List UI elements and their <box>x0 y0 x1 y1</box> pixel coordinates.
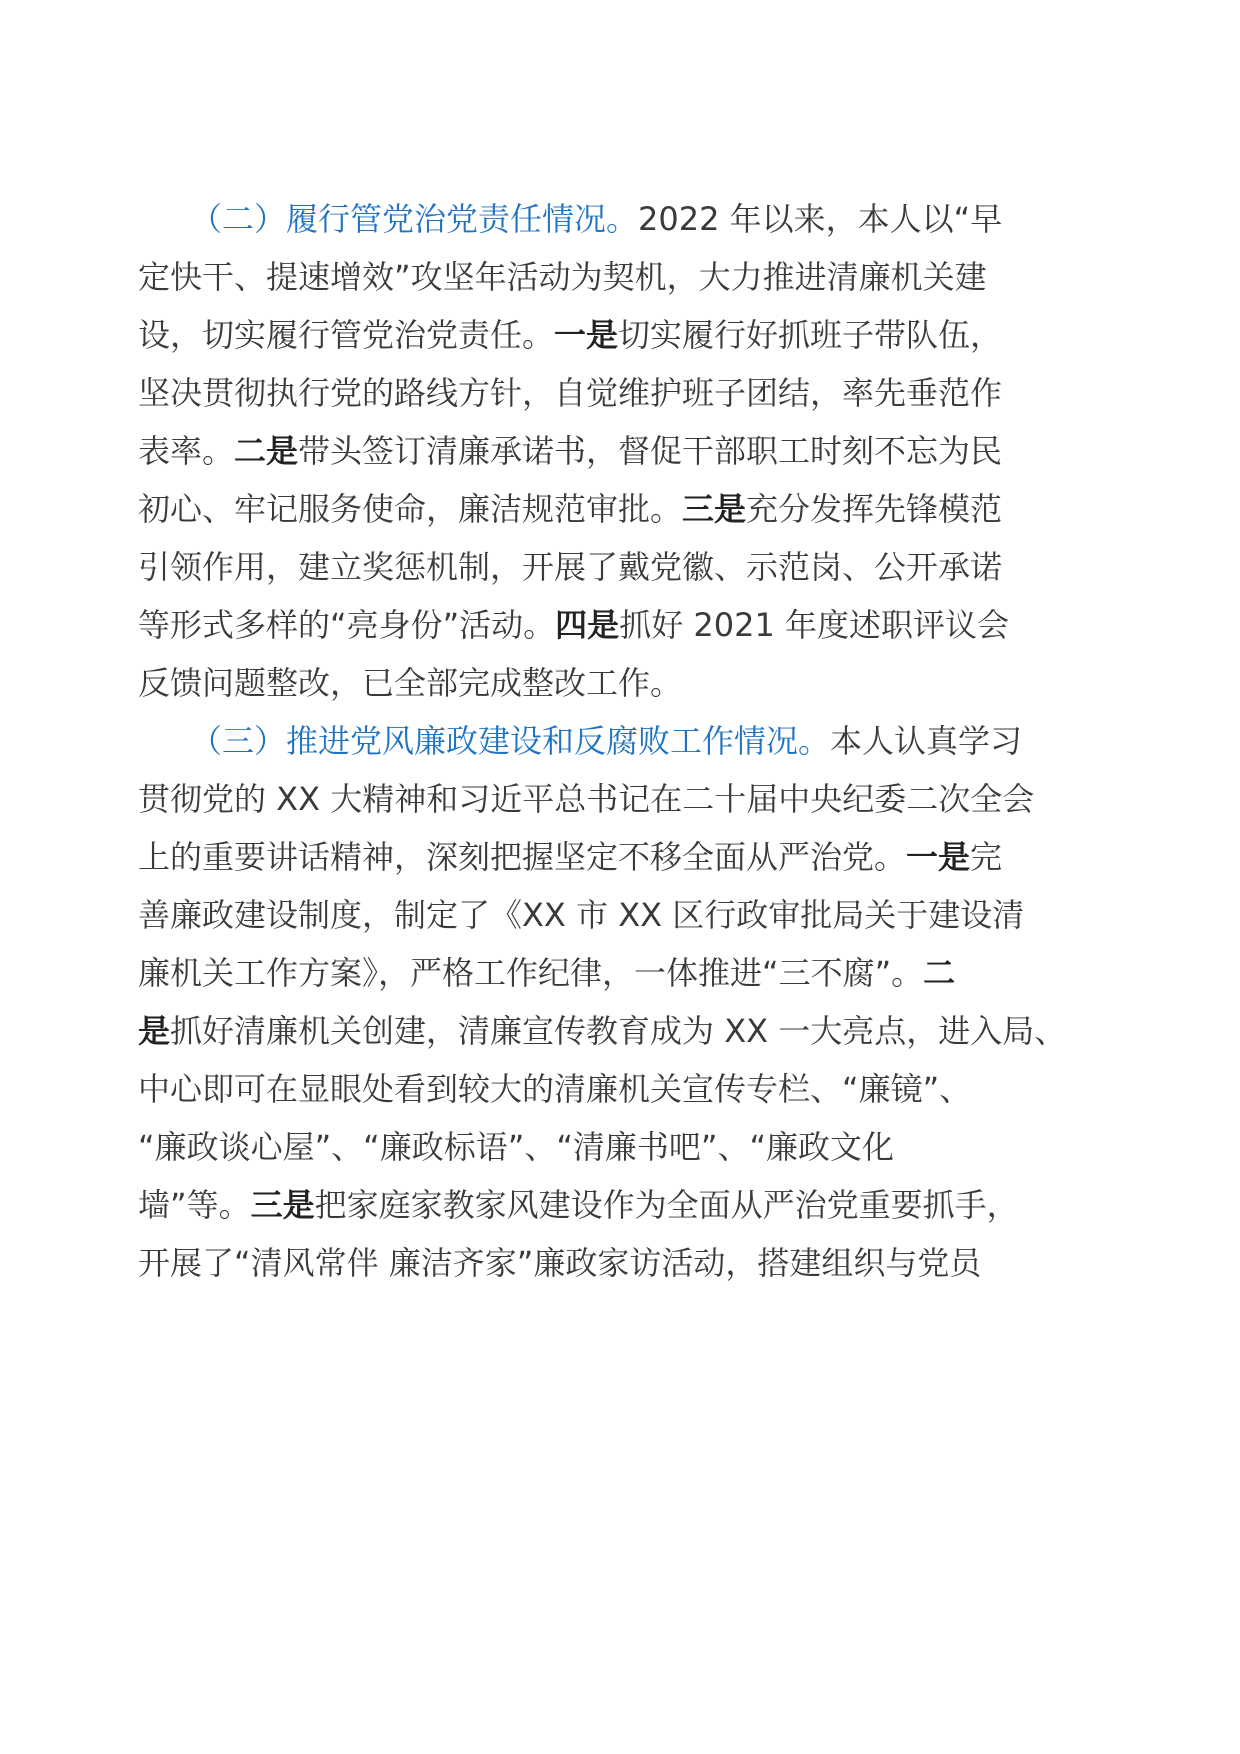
section3-line-1 <box>190 719 1022 763</box>
section3-line-4-text: 善廉政建设制度，制定了《XX 市 XX 区行政审批局关于建设清 <box>138 896 1025 934</box>
section2-line-8 <box>138 603 1009 647</box>
section3-line-7 <box>138 1067 971 1111</box>
section3-line-6 <box>138 1009 1066 1053</box>
section3-line-5 <box>138 951 955 995</box>
section3-line-5-text: 廉机关工作方案》，严格工作纪律，一体推进“三不腐”。 <box>138 954 924 992</box>
section2-line-2-text: 定快干、提速增效”攻坚年活动为契机，大力推进清廉机关建 <box>138 258 987 296</box>
section2-line-1-text: 2022 年以来，本人以“早 <box>638 200 1003 238</box>
section2-line-8-ordinal: 四是 <box>555 606 620 644</box>
section3-line-4 <box>138 893 1024 937</box>
section2-line-9-text: 反馈问题整改，已全部完成整改工作。 <box>138 664 683 702</box>
section3-line-1-text: 本人认真学习 <box>830 722 1023 760</box>
section3-line-7-text: 中心即可在显眼处看到较大的清廉机关宣传专栏、“廉镜”、 <box>138 1070 972 1108</box>
section3-line-8-text: “廉政谈心屋”、“廉政标语”、“清廉书吧”、“廉政文化 <box>138 1128 895 1166</box>
section2-line-3-text: 设，切实履行管党治党责任。 <box>138 316 555 354</box>
section3-line-8 <box>138 1125 894 1169</box>
section2-line-1 <box>190 197 1002 241</box>
section3-line-3-text: 上的重要讲话精神，深刻把握坚定不移全面从严治党。 <box>138 838 907 876</box>
section2-line-4-text: 坚决贯彻执行党的路线方针，自觉维护班子团结，率先垂范作 <box>138 374 1003 412</box>
section2-line-5 <box>138 429 1002 473</box>
section3-line-10-text: 开展了“清风常伴 廉洁齐家”廉政家访活动，搭建组织与党员 <box>138 1244 982 1282</box>
section3-line-6-text-after: 抓好清廉机关创建，清廉宣传教育成为 XX 一大亮点，进入局、 <box>170 1012 1067 1050</box>
section3-line-10 <box>138 1241 981 1285</box>
section3-line-2-text: 贯彻党的 XX 大精神和习近平总书记在二十届中央纪委二次全会 <box>138 780 1035 818</box>
section2-line-2 <box>138 255 987 299</box>
section3-line-9 <box>138 1183 1019 1227</box>
section2-heading: （二）履行管党治党责任情况。 <box>190 200 639 238</box>
section2-line-3-text-after: 切实履行好抓班子带队伍， <box>618 316 1003 354</box>
section2-line-6-ordinal: 三是 <box>682 490 747 528</box>
section2-line-8-text-after: 抓好 2021 年度述职评议会 <box>619 606 1009 644</box>
section3-heading: （三）推进党风廉政建设和反腐败工作情况。 <box>190 722 831 760</box>
section2-line-6 <box>138 487 1002 531</box>
section3-line-2 <box>138 777 1034 821</box>
section2-line-6-text: 初心、牢记服务使命，廉洁规范审批。 <box>138 490 683 528</box>
section3-line-3-text-after: 完 <box>970 838 1003 876</box>
section2-line-7 <box>138 545 1002 589</box>
section3-line-9-text-after: 把家庭家教家风建设作为全面从严治党重要抓手， <box>314 1186 1019 1224</box>
section2-line-3-ordinal: 一是 <box>554 316 619 354</box>
section2-line-7-text: 引领作用，建立奖惩机制，开展了戴党徽、示范岗、公开承诺 <box>138 548 1003 586</box>
section3-line-3 <box>138 835 1002 879</box>
section2-line-9 <box>138 661 682 705</box>
section3-line-6-ordinal: 是 <box>138 1012 171 1050</box>
section2-line-6-text-after: 充分发挥先锋模范 <box>746 490 1003 528</box>
section2-line-4 <box>138 371 1002 415</box>
section2-line-3 <box>138 313 1002 357</box>
section2-line-8-text: 等形式多样的“亮身份”活动。 <box>138 606 556 644</box>
section2-line-5-text: 表率。 <box>138 432 235 470</box>
section3-line-3-ordinal: 一是 <box>906 838 971 876</box>
section2-line-5-text-after: 带头签订清廉承诺书，督促干部职工时刻不忘为民 <box>298 432 1003 470</box>
section3-line-5-ordinal: 二 <box>923 954 956 992</box>
section3-line-9-ordinal: 三是 <box>250 1186 315 1224</box>
section3-line-9-text: 墙”等。 <box>138 1186 251 1224</box>
section2-line-5-ordinal: 二是 <box>234 432 299 470</box>
